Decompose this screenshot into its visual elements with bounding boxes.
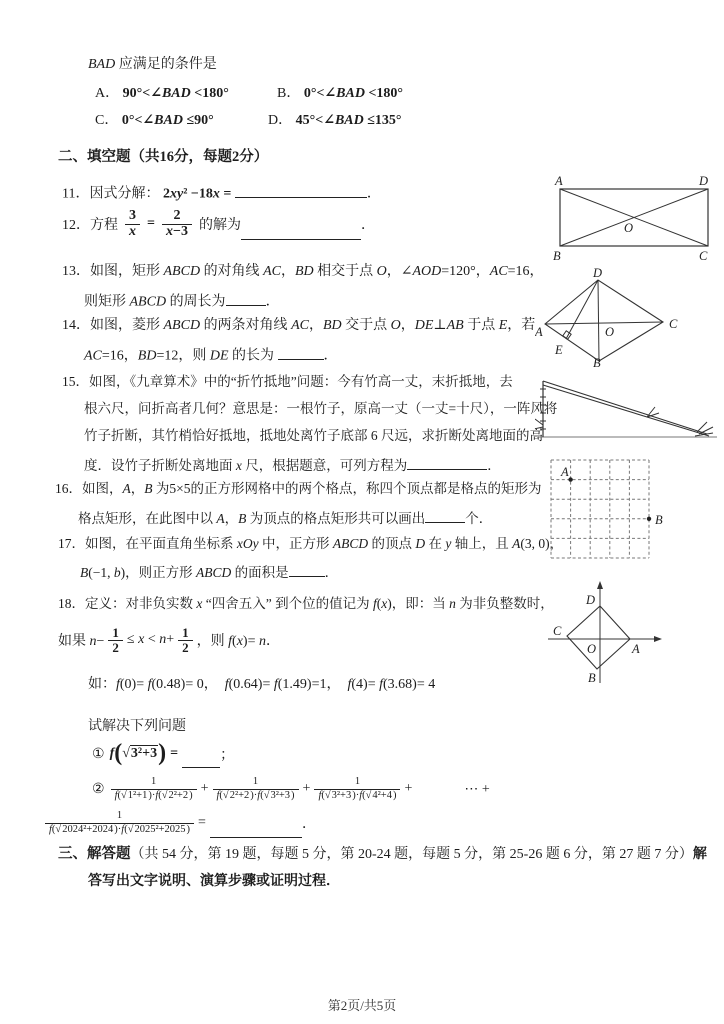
label-B: B xyxy=(593,356,601,368)
figure-grid-5x5 xyxy=(545,452,675,567)
label-O: O xyxy=(587,642,597,656)
q10-option-d xyxy=(268,112,402,130)
section3-head: 三、解答题 xyxy=(58,846,131,862)
item2-circle: ② xyxy=(92,781,105,797)
label-B: B xyxy=(655,513,663,527)
q11-expression: 2xy² −18x = xyxy=(162,186,232,202)
figure-broken-bamboo xyxy=(535,375,720,447)
square-axes-figure-svg xyxy=(540,577,670,689)
label-D: D xyxy=(593,266,603,280)
question-17-line-2: B(−1, b)，则正方形 ABCD 的面积是 ． xyxy=(80,562,338,582)
rectangle-figure-svg xyxy=(548,175,720,263)
radical-sign: √ xyxy=(122,746,130,761)
question-18-condition: 如果 n− $\frac{1}{2}$ ≤ x < n+ $\frac{1}{2}$ ，则 f(x)= n． xyxy=(58,624,280,655)
label-C: C xyxy=(699,249,708,263)
q18-examples: 如：f(0)= f(0.48)= 0， f(0.64)= f(1.49)=1， f(4)= f(3.68)= 4 xyxy=(88,677,436,692)
question-13-line-1: 13．如图，矩形 ABCD 的对角线 AC，BD 相交于点 O，∠AOD=120°，AC=16， xyxy=(62,264,544,279)
q12-fraction-2: $\frac{2}{x-3}$ xyxy=(162,209,192,239)
plus-sign: + xyxy=(404,781,413,796)
item2-fraction-1: $\frac{1}{\text{f(√1²+1)·f(√2²+2)}}$ xyxy=(111,776,197,801)
question-15-line-1: 15．如图，《九章算术》中的“折竹抵地”问题：今有竹高一丈，末折抵地，去 xyxy=(62,374,513,389)
grid-figure-svg xyxy=(545,452,675,567)
question-12 xyxy=(62,206,375,242)
page-footer: 第2页/共5页 xyxy=(327,998,397,1013)
item1-radical: √3²+3 xyxy=(122,746,158,761)
q12-answer-blank xyxy=(241,225,361,240)
option-a-text: 90°<∠BAD <180° xyxy=(122,86,229,101)
question-18-line-1: 18．定义：对非负实数 x “四舍五入” 到个位的值记为 f(x)，即：当 n 为非负整数时， xyxy=(58,596,554,611)
q11-answer-blank xyxy=(235,182,367,198)
q17-answer-blank xyxy=(289,562,325,577)
q16-answer-blank xyxy=(425,508,465,523)
question-14-line-2: AC=16，BD=12，则 DE 的长为 ． xyxy=(84,344,338,365)
figure-square-axes xyxy=(540,577,670,689)
q18-try-title: 试解决下列问题 xyxy=(88,719,186,734)
q11-lead: 11．因式分解： xyxy=(62,186,160,202)
q12-period: ． xyxy=(360,218,375,233)
item2-fraction-2: $\frac{1}{\text{f(√2²+2)·f(√3²+3)}}$ xyxy=(213,776,299,801)
item2-equals: = xyxy=(198,815,206,830)
item2-answer-blank xyxy=(210,823,302,838)
label-B: B xyxy=(588,671,596,685)
question-16-line-1: 16．如图，A，B 为5×5的正方形网格中的两个格点，称四个顶点都是格点的矩形为 xyxy=(55,481,542,496)
bamboo-figure-svg xyxy=(535,375,720,447)
section2-title: 二、填空题（共16分，每题2分） xyxy=(58,149,269,165)
section3-tail: 解 xyxy=(692,847,707,862)
q18-fraction-2: $\frac{1}{2}$ xyxy=(178,626,193,654)
question-15-line-3: 竹子折断，其竹梢恰好抵地，抵地处离竹子底部 6 尺远，求折断处离地面的高 xyxy=(84,428,543,443)
item2-fraction-3: $\frac{1}{\text{f(√3²+3)·f(√4²+4)}}$ xyxy=(314,776,400,801)
q18-item-1 xyxy=(92,738,234,770)
label-D: D xyxy=(699,175,709,188)
question-15-line-4: 度．设竹子折断处离地面 x 尺，根据题意，可列方程为 ． xyxy=(84,455,501,475)
option-b-text: 0°<∠BAD <180° xyxy=(303,86,404,101)
q10-option-b xyxy=(277,85,403,103)
option-c-label: C． xyxy=(95,113,119,128)
label-A: A xyxy=(535,325,543,339)
item1-semicolon: ； xyxy=(220,748,235,763)
option-b-label: B． xyxy=(277,86,301,101)
question-14-line-1: 14．如图，菱形 ABCD 的两条对角线 AC，BD 交于点 O，DE⊥AB 于点 E，若 xyxy=(62,318,536,333)
q18-item-2 xyxy=(92,772,490,806)
label-C: C xyxy=(669,317,678,331)
q14-answer-blank xyxy=(278,344,324,360)
q18-item-2-last xyxy=(45,806,316,840)
section3-line-2: 答写出文字说明、演算步骤或证明过程． xyxy=(88,874,340,889)
option-c-text: 0°<∠BAD ≤90° xyxy=(121,113,214,128)
item1-open-paren: ( xyxy=(114,740,123,766)
q12-equals: = xyxy=(147,216,155,231)
q15-answer-blank xyxy=(407,455,487,470)
option-d-label: D． xyxy=(268,113,293,128)
q18-fraction-1: $\frac{1}{2}$ xyxy=(108,626,123,654)
q10-stem: BAD 应满足的条件是 xyxy=(88,57,217,72)
question-11 xyxy=(62,182,381,203)
item1-equals: = xyxy=(170,746,179,761)
option-a-label: A． xyxy=(95,86,120,101)
label-O: O xyxy=(624,221,634,235)
label-A: A xyxy=(561,465,569,479)
label-C: C xyxy=(553,624,562,638)
question-16-line-2: 格点矩形，在此图中以 A，B 为顶点的格点矩形共可以画出 个． xyxy=(78,508,492,528)
q12-fraction-1: $\frac{3}{x}$ xyxy=(125,209,140,239)
section3-line-1 xyxy=(58,845,707,864)
plus-sign: + xyxy=(200,781,209,796)
question-15-line-2: 根六尺，问折高者几何？意思是：一根竹子，原高一丈（一丈=十尺），一阵风将 xyxy=(84,401,558,416)
item1-answer-blank xyxy=(182,753,220,768)
q12-lead: 12．方程 xyxy=(62,218,118,233)
label-A: A xyxy=(632,642,640,656)
q11-period: ． xyxy=(366,186,381,202)
item2-period: ． xyxy=(301,817,316,832)
label-D: D xyxy=(586,593,596,607)
label-A: A xyxy=(555,175,563,188)
figure-rectangle-abcd xyxy=(548,175,720,263)
question-17-line-1: 17．如图，在平面直角坐标系 xOy 中，正方形 ABCD 的顶点 D 在 y 轴上，且 A(3, 0)， xyxy=(58,536,564,551)
q10-option-a xyxy=(95,85,229,103)
item1-close-paren: ) xyxy=(158,740,167,766)
q13-answer-blank xyxy=(226,290,266,306)
label-B: B xyxy=(553,249,561,263)
option-d-text: 45°<∠BAD ≤135° xyxy=(295,113,402,128)
item1-circle: ① xyxy=(92,746,105,762)
item1-f: f xyxy=(109,746,115,761)
item2-last-fraction: $\frac{1}{\text{f(√2024²+2024)·f(√2025²+2025)}}$ xyxy=(45,810,194,835)
q12-tail: 的解为 xyxy=(198,218,241,233)
label-E: E xyxy=(555,343,563,357)
section3-paren: （共 54 分，第 19 题，每题 5 分，第 20-24 题，每题 5 分，第 25-26 题 6 分，第 27 题 7 分） xyxy=(130,847,693,862)
figure-rhombus-abcd xyxy=(535,266,700,368)
plus-sign: + xyxy=(302,781,311,796)
rhombus-figure-svg xyxy=(535,266,700,368)
item2-ellipsis: ⋯ + xyxy=(464,781,490,797)
label-O: O xyxy=(605,325,615,339)
q10-option-c xyxy=(95,112,214,130)
question-13-line-2: 则矩形 ABCD 的周长为 ． xyxy=(84,290,280,311)
